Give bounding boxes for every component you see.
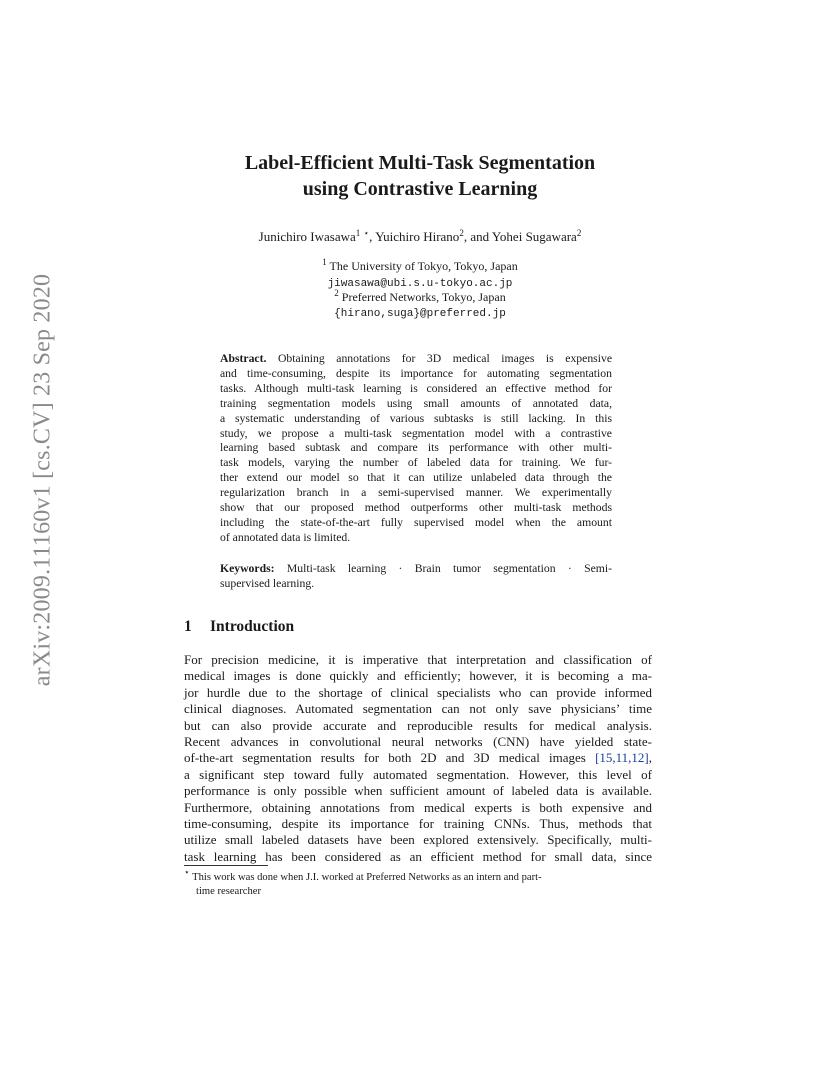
body-line: task learning has been considered as an efficient method for small data, since (184, 848, 652, 864)
abstract-line: and time-consuming, despite its importance for automating segmentation (220, 366, 612, 380)
body-line: For precision medicine, it is imperative that interpretation and classification of (184, 652, 652, 667)
section-heading (184, 618, 294, 636)
affiliation-mark: 1 (322, 257, 327, 267)
author-name: Junichiro Iwasawa (258, 229, 356, 244)
abstract-line: Abstract. Obtaining annotations for 3D medical images is expensive (220, 352, 613, 365)
body-line: Recent advances in convolutional neural networks (CNN) have yielded state- (184, 734, 652, 750)
title-line-2: using Contrastive Learning (302, 178, 538, 200)
author-name: , and Yohei Sugawara (463, 229, 577, 244)
affiliation-mark: 2 (576, 228, 582, 238)
affiliation-2 (120, 290, 720, 305)
body-line: clinical diagnoses. Automated segmentation can not only save physicians’ time (184, 701, 652, 717)
abstract-line: regularization branch in a semi-supervised manner. We experimentally (220, 486, 612, 500)
keywords (220, 561, 612, 591)
body-line: but can also provide accurate and reproducible results for medical analysis. (184, 717, 652, 733)
affiliation-mark: 2 (334, 288, 339, 298)
keywords-line: supervised learning. (220, 577, 315, 590)
body-line: jor hurdle due to the shortage of clinical specialists who can provide informed (184, 684, 652, 700)
affiliation-mark: 2 (459, 228, 464, 238)
body-line: of-the-art segmentation results for both 2D and 3D medical images [15,11,12], (184, 750, 652, 766)
abstract-line: training segmentation models using small amounts of annotated data, (220, 396, 612, 410)
affiliation-1 (120, 259, 720, 274)
abstract-line: ther extend our model so that it can utilize unlabeled data through the (220, 471, 612, 485)
footnote-mark: ⋆ (363, 228, 370, 238)
body-line: utilize small labeled datasets have been explored extensively. Specifically, multi- (184, 832, 652, 848)
footnote-mark: ⋆ (184, 867, 190, 877)
citation-link[interactable]: [15,11,12] (595, 750, 649, 766)
affiliation-mark: 1 (355, 228, 361, 238)
arxiv-identifier: arXiv:2009.11160v1 [cs.CV] 23 Sep 2020 (29, 273, 56, 687)
introduction-body (184, 652, 652, 865)
abstract-line: learning based subtask and compare its performance with other multi- (220, 441, 612, 455)
body-line: performance is only possible when sufficient amount of labeled data is available. (184, 783, 652, 799)
author-name: , Yuichiro Hirano (369, 229, 460, 244)
abstract-label: Abstract. (220, 352, 267, 365)
affiliation-name: The University of Tokyo, Tokyo, Japan (329, 259, 518, 273)
abstract-line: show that our proposed method outperforms other multi-task methods (220, 501, 612, 515)
section-title: Introduction (210, 618, 295, 635)
paper-title (120, 150, 720, 202)
body-line: time-consuming, despite its importance for training CNNs. Thus, methods that (184, 816, 652, 832)
title-line-1: Label-Efficient Multi-Task Segmentation (244, 152, 596, 174)
email-address: {hirano,suga}@preferred.jp (334, 308, 506, 320)
footnote-rule (184, 865, 268, 866)
abstract-line: task models, varying the number of labeled data for training. We fur- (220, 456, 612, 470)
abstract-line: a systematic understanding of various subtasks is still lacking. In this (220, 411, 612, 425)
affiliation-name: Preferred Networks, Tokyo, Japan (341, 290, 506, 304)
footnote (184, 867, 652, 899)
footnote-line: time researcher (196, 886, 261, 897)
abstract-line: tasks. Although multi-task learning is considered an effective method for (220, 381, 612, 395)
body-line: medical images is done quickly and efficiently; however, it is becoming a ma- (184, 668, 652, 684)
abstract-line: of annotated data is limited. (220, 530, 351, 544)
keywords-label: Keywords: (220, 562, 275, 575)
abstract (220, 352, 612, 546)
affiliation-2-email (120, 305, 720, 322)
body-line: Furthermore, obtaining annotations from medical experts is both expensive and (184, 799, 652, 815)
body-line: a significant step toward fully automated segmentation. However, this level of (184, 766, 652, 782)
abstract-line: study, we propose a multi-task segmentation model with a contrastive (220, 426, 612, 440)
section-number: 1 (184, 618, 192, 635)
arxiv-identifier-sidebar (23, 273, 63, 687)
email-address: jiwasawa@ubi.s.u-tokyo.ac.jp (327, 278, 513, 290)
author-list (120, 229, 720, 245)
keywords-line: Keywords: Multi-task learning · Brain tumor segmentation · Semi- (220, 562, 612, 575)
abstract-line: including the state-of-the-art fully supervised model when the amount (220, 515, 612, 529)
footnote-line: ⋆ This work was done when J.I. worked at Preferred Networks as an intern and part- (184, 867, 542, 883)
